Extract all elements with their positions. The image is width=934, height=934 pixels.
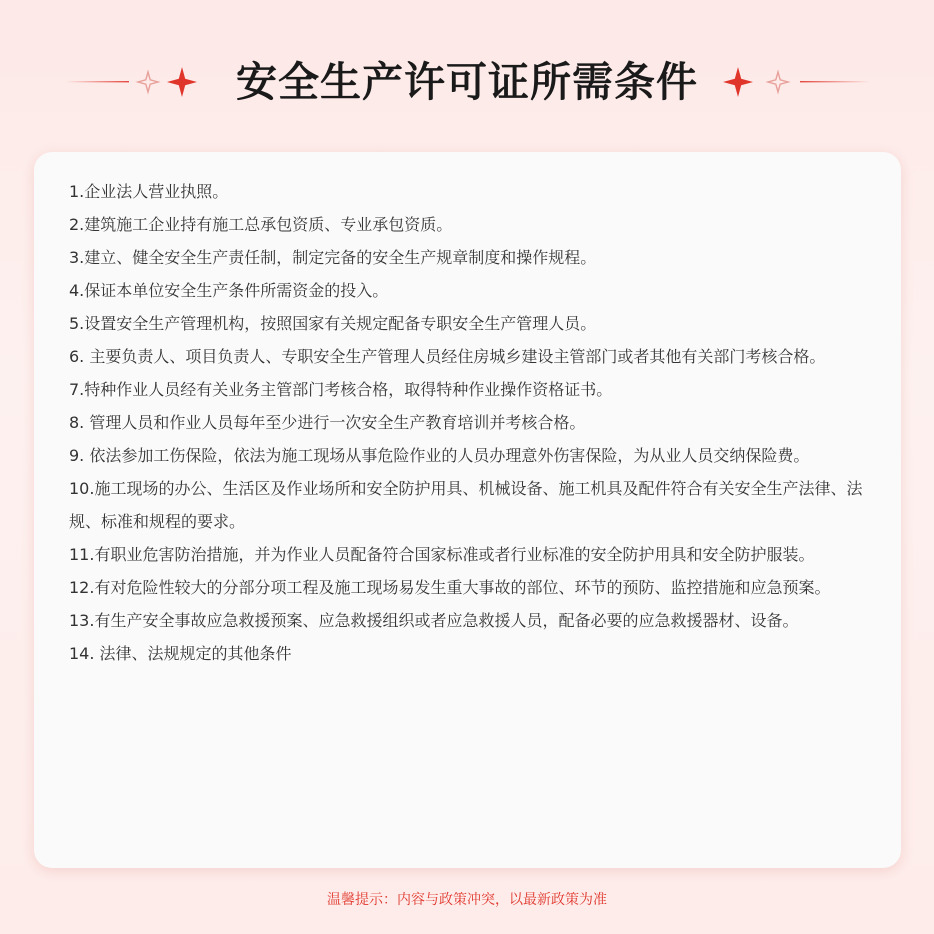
condition-item: 11.有职业危害防治措施，并为作业人员配备符合国家标准或者行业标准的安全防护用具和安全防护服装。: [69, 545, 815, 564]
footer-notice: 温馨提示：内容与政策冲突，以最新政策为准: [327, 892, 607, 908]
condition-item: 3.建立、健全安全生产责任制，制定完备的安全生产规章制度和操作规程。: [69, 248, 597, 267]
conditions-card: [34, 152, 901, 868]
condition-item: 5.设置安全生产管理机构，按照国家有关规定配备专职安全生产管理人员。: [69, 314, 597, 333]
condition-item: 2.建筑施工企业持有施工总承包资质、专业承包资质。: [69, 215, 453, 234]
condition-item: 13.有生产安全事故应急救援预案、应急救援组织或者应急救援人员，配备必要的应急救援器材、设备。: [69, 611, 799, 630]
right-sparkle-decoration-icon: [722, 50, 872, 114]
header: [0, 50, 934, 114]
condition-item: 10.施工现场的办公、生活区及作业场所和安全防护用具、机械设备、施工机具及配件符合有关安全生产法律、法规、标准和规程的要求。: [69, 479, 863, 531]
condition-item: 8. 管理人员和作业人员每年至少进行一次安全生产教育培训并考核合格。: [69, 413, 586, 432]
condition-item: 12.有对危险性较大的分部分项工程及施工现场易发生重大事故的部位、环节的预防、监控措施和应急预案。: [69, 578, 831, 597]
condition-item: 6. 主要负责人、项目负责人、专职安全生产管理人员经住房城乡建设主管部门或者其他有关部门考核合格。: [69, 347, 826, 366]
conditions-list: [69, 175, 877, 670]
condition-item: 9. 依法参加工伤保险，依法为施工现场从事危险作业的人员办理意外伤害保险，为从业人员交纳保险费。: [69, 446, 810, 465]
condition-item: 14. 法律、法规规定的其他条件: [69, 644, 292, 663]
page-title: 安全生产许可证所需条件: [236, 58, 698, 106]
condition-item: 1.企业法人营业执照。: [69, 182, 229, 201]
condition-item: 7.特种作业人员经有关业务主管部门考核合格，取得特种作业操作资格证书。: [69, 380, 613, 399]
condition-item: 4.保证本单位安全生产条件所需资金的投入。: [69, 281, 389, 300]
